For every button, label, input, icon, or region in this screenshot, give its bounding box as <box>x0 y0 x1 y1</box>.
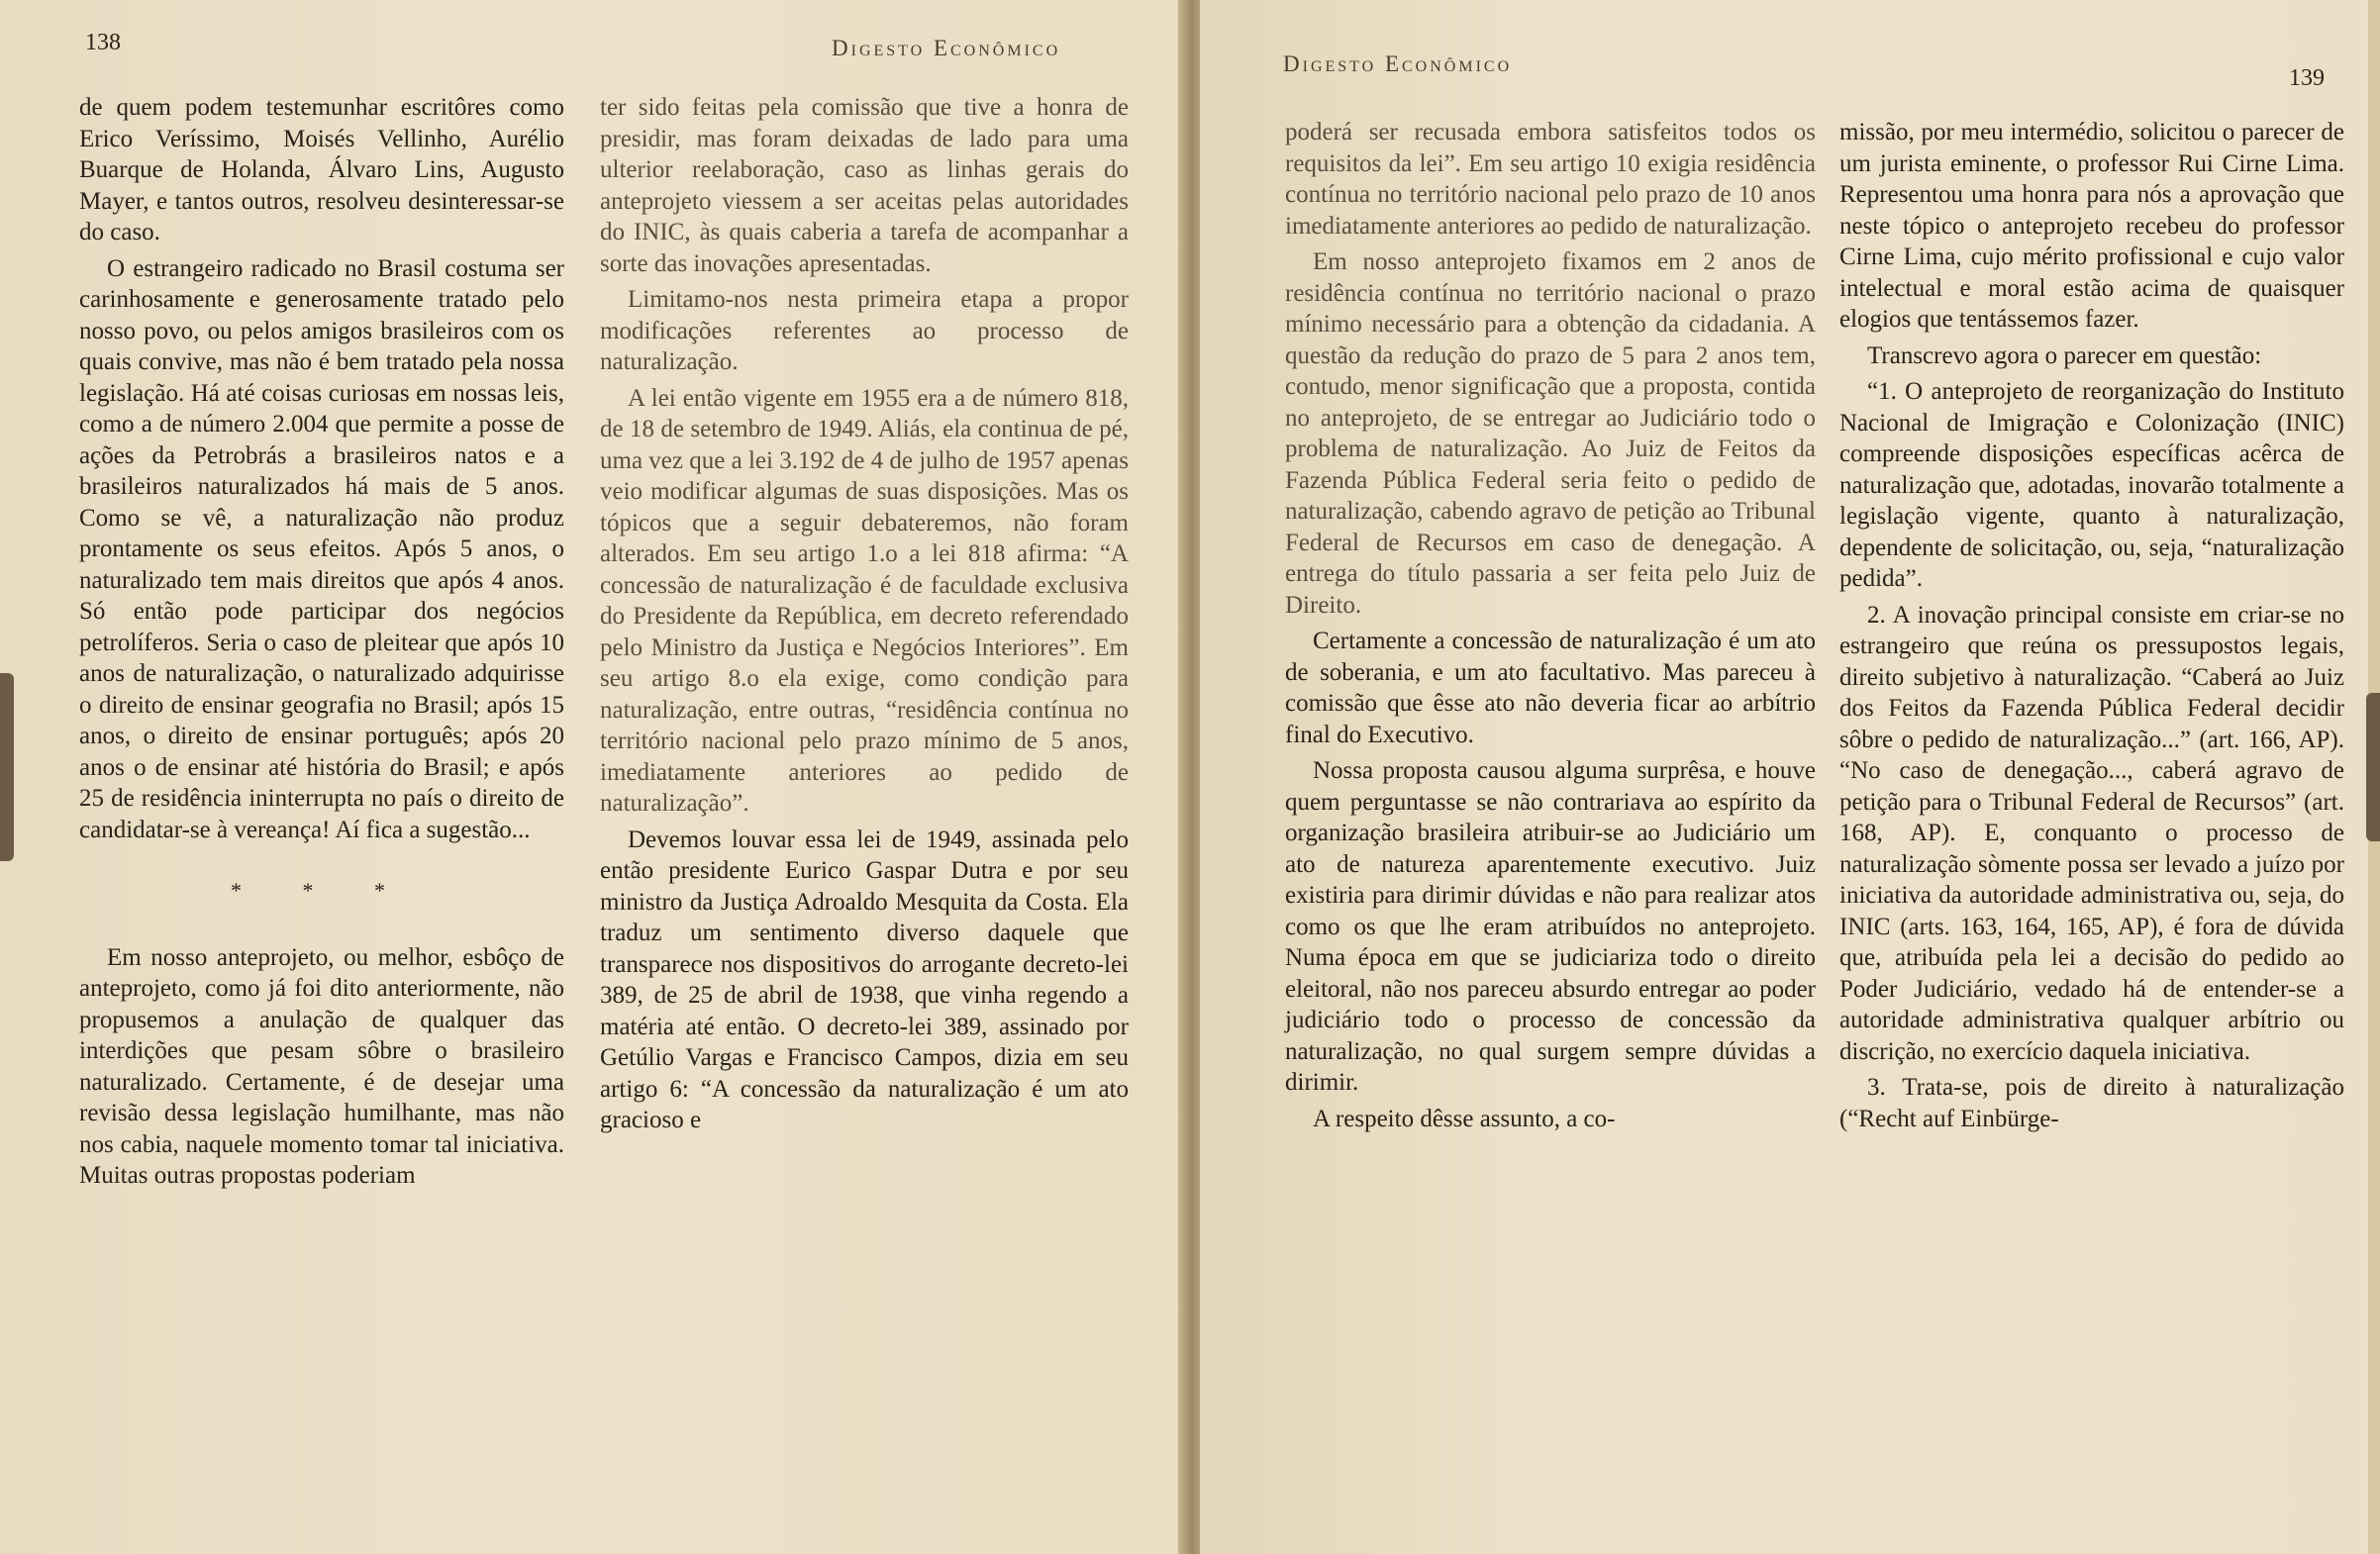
right-column-1 <box>1285 117 1816 1139</box>
paragraph: ter sido feitas pela comissão que tive a honra de presidir, mas foram deixadas de lado para uma ulterior reelaboração, caso as linhas gerais do anteprojeto viessem a ser aceitas pelas autoridades do INIC, às quais caberia a tarefa de acompanhar a sorte das inovações apresentadas. <box>600 94 1129 277</box>
book-edge-tab-right <box>2366 693 2380 841</box>
paragraph: Limitamo-nos nesta primeira etapa a propor modificações referentes ao processo de naturalização. <box>600 286 1129 375</box>
left-column-1 <box>79 92 564 1197</box>
running-head-left: Digesto Econômico <box>832 36 1061 60</box>
paragraph: Nossa proposta causou alguma surprêsa, e houve quem perguntasse se não contrariava ao espírito da organização brasileira atribuir-se ao Judiciário um ato de natureza aparentemente executivo. Juiz existiria para dirimir dúvidas e não para realizar atos como os que lhe eram atribuídos no anteprojeto. Numa época em que se judiciariza todo o direito eleitoral, não nos pareceu absurdo entregar ao poder judiciário todo o processo de concessão da naturalização, no qual surgem sempre dúvidas a dirimir. <box>1285 757 1816 1096</box>
book-edge-tab-left <box>0 673 14 861</box>
page-number-right: 139 <box>2289 65 2325 91</box>
running-head-right: Digesto Econômico <box>1283 51 1513 76</box>
section-divider-stars: * * * <box>231 878 413 903</box>
paragraph: Em nosso anteprojeto fixamos em 2 anos de residência contínua no território nacional o prazo mínimo necessário para a obtenção da cidadania. A questão da redução do prazo de 5 para 2 anos tem, contudo, menor significação que a proposta, contida no anteprojeto, de se entregar ao Judiciário todo o problema de naturalização. Ao Juiz de Feitos da Fazenda Pública Federal seria feito o pedido de naturalização, cabendo agravo de petição ao Tribunal Federal de Recursos em caso de denegação. A entrega do título passaria a ser feita pelo Juiz de Direito. <box>1285 248 1816 619</box>
paragraph: A respeito dêsse assunto, a co- <box>1313 1105 1616 1132</box>
page-number-left: 138 <box>85 30 121 55</box>
paragraph: Transcrevo agora o parecer em questão: <box>1867 341 2262 369</box>
paragraph: poderá ser recusada embora satisfeitos todos os requisitos da lei”. Em seu artigo 10 exigia residência contínua no território nacional pelo prazo de 10 anos imediatamente anteriores ao pedido de naturalização. <box>1285 119 1816 240</box>
left-column-2 <box>600 92 1129 1141</box>
right-column-2 <box>1839 117 2344 1139</box>
paragraph: missão, por meu intermédio, solicitou o parecer de um jurista eminente, o professor Rui Cirne Lima. Representou uma honra para nós a aprovação que neste tópico o anteprojeto recebeu do professor Cirne Lima, cujo mérito profissional e cujo valor intelectual e moral estão acima de quaisquer elogios que tentássemos fazer. <box>1839 119 2344 333</box>
paragraph: A lei então vigente em 1955 era a de número 818, de 18 de setembro de 1949. Aliás, ela continua de pé, uma vez que a lei 3.192 de 4 de julho de 1957 apenas veio modificar algumas de suas disposições. Mas os tópicos que a seguir debateremos, não foram alterados. Em seu artigo 1.o a lei 818 afirma: “A concessão de naturalização é de faculdade exclusiva do Presidente da República, em decreto referendado pelo Ministro da Justiça e Negócios Interiores”. Em seu artigo 8.o ela exige, como condição para naturalização, entre outras, “residência contínua no território nacional pelo prazo mínimo de 5 anos, imediatamente anteriores ao pedido de naturalização”. <box>600 384 1129 817</box>
right-page <box>1200 0 2368 1554</box>
paragraph: “1. O anteprojeto de reorganização do Instituto Nacional de Imigração e Colonização (INIC) compreende disposições específicas acêrca de naturalização que, adotadas, inovarão totalmente a legislação vigente, quanto à naturalização, dependente de solicitação, ou, seja, “naturalização pedida”. <box>1839 378 2344 592</box>
paragraph: Devemos louvar essa lei de 1949, assinada pelo então presidente Eurico Gaspar Dutra e por seu ministro da Justiça Adroaldo Mesquita da Costa. Ela traduz um sentimento diverso daquele que transparece nos dispositivos do arrogante decreto-lei 389, de 25 de abril de 1938, que vinha regendo a matéria até então. O decreto-lei 389, assinado por Getúlio Vargas e Francisco Campos, dizia em seu artigo 6: “A concessão da naturalização é um ato gracioso e <box>600 826 1129 1133</box>
paragraph: 2. A inovação principal consiste em criar-se no estrangeiro que reúna os pressupostos legais, direito subjetivo à naturalização. “Caberá ao Juiz dos Feitos da Fazenda Pública Federal decidir sôbre o pedido de naturalização...” (art. 166, AP). “No caso de denegação..., caberá agravo de petição para o Tribunal Federal de Recursos” (art. 168, AP). E, conquanto o processo de naturalização sòmente possa ser levado a juízo por iniciativa da autoridade administrativa ou, seja, do INIC (arts. 163, 164, 165, AP), é fora de dúvida que, atribuída pela lei a decisão do pedido ao Poder Judiciário, vedado há de entender-se a autoridade administrativa qualquer arbítrio ou discrição, no exercício daquela iniciativa. <box>1839 601 2344 1065</box>
paragraph: 3. Trata-se, pois de direito à naturalização (“Recht auf Einbürge- <box>1839 1074 2344 1132</box>
paragraph: Em nosso anteprojeto, ou melhor, esbôço de anteprojeto, como já foi dito anteriormente, não propusemos a anulação de qualquer das interdições que pesam sôbre o brasileiro naturalizado. Certamente, é de desejar uma revisão dessa legislação humilhante, mas não nos cabia, naquele momento tomar tal iniciativa. Muitas outras propostas poderiam <box>79 943 564 1189</box>
paragraph: de quem podem testemunhar escritôres como Erico Veríssimo, Moisés Vellinho, Aurélio Buarque de Holanda, Álvaro Lins, Augusto Mayer, e tantos outros, resolveu desinteressar-se do caso. <box>79 94 564 245</box>
paragraph: O estrangeiro radicado no Brasil costuma ser carinhosamente e generosamente tratado pelo nosso povo, ou pelos amigos brasileiros com os quais convive, mas não é bem tratado pela nossa legislação. Há até coisas curiosas em nossas leis, como a de número 2.004 que permite a posse de ações da Petrobrás a brasileiros natos e a brasileiros naturalizados há mais de 5 anos. Como se vê, a naturalização não produz prontamente os seus efeitos. Após 5 anos, o naturalizado tem mais direitos que após 4 anos. Só então pode participar dos negócios petrolíferos. Seria o caso de pleitear que após 10 anos de naturalização, o naturalizado adquirisse o direito de ensinar geografia no Brasil; após 15 anos, o direito de ensinar português; após 20 anos o de ensinar até história do Brasil; e após 25 de residência ininterrupta no país o direito de candidatar-se à vereança! Aí fica a sugestão... <box>79 254 564 843</box>
paragraph: Certamente a concessão de naturalização é um ato de soberania, e um ato facultativo. Mas pareceu à comissão que êsse ato não deveria ficar ao arbítrio final do Executivo. <box>1285 628 1816 748</box>
left-page <box>0 0 1184 1554</box>
